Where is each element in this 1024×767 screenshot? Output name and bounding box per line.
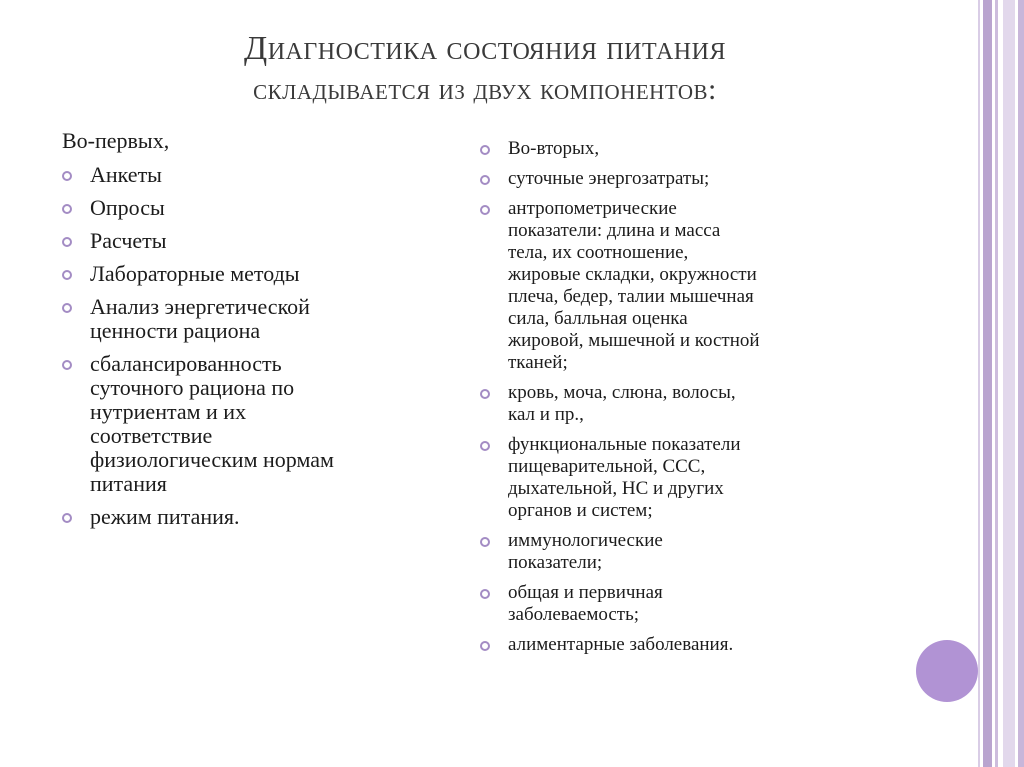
list-item-label: сбалансированность суточного рациона по нутриентам и их соответствие физиологическим нормам питания [90,351,334,496]
bullet-icon [480,205,490,215]
left-heading [62,129,442,153]
bullet-icon [62,303,72,313]
list-item [480,434,880,522]
list-item-label: общая и первичная заболеваемость; [508,582,663,625]
bullet-icon [480,641,490,651]
list-item-label: иммунологические показатели; [508,530,663,573]
left-list [62,129,442,529]
list-item-label: кровь, моча, слюна, волосы, кал и пр., [508,382,736,425]
decorative-stripe [995,0,998,767]
bullet-icon [62,270,72,280]
bullet-icon [480,441,490,451]
decorative-stripe [1003,0,1015,767]
list-item [480,168,880,190]
bullet-icon [480,175,490,185]
right-list [480,138,880,656]
list-item [62,295,442,343]
list-item [480,198,880,374]
list-item-label: Расчеты [90,228,167,253]
bullet-icon [62,237,72,247]
list-item-label: суточные энергозатраты; [508,168,710,189]
list-item [480,382,880,426]
bullet-icon [62,513,72,523]
list-item-label: Лабораторные методы [90,261,300,286]
list-item-label: Во-вторых, [508,138,600,159]
decorative-circle [916,640,978,702]
list-item [62,163,442,187]
decorative-stripe [983,0,992,767]
left-column [62,129,442,538]
bullet-icon [480,145,490,155]
list-item [480,634,880,656]
slide-title-line-1: Диагностика состояния питания [244,30,726,67]
slide-title-line-2: складывается из двух компонентов: [253,73,717,106]
list-item [62,262,442,286]
list-item [62,352,442,496]
decorative-stripe [978,0,980,767]
left-heading-label: Во-первых, [62,128,170,153]
bullet-icon [480,389,490,399]
bullet-icon [62,360,72,370]
list-item-label: алиментарные заболевания. [508,634,734,655]
list-item [62,196,442,220]
list-item [480,138,880,160]
list-item-label: Опросы [90,195,165,220]
bullet-icon [480,537,490,547]
bullet-icon [62,204,72,214]
slide-title [120,28,850,110]
list-item [62,229,442,253]
list-item-label: функциональные показатели пищеварительной, ССС, дыхательной, НС и других органов и систем; [508,434,741,521]
list-item-label: Анализ энергетической ценности рациона [90,294,310,343]
list-item [480,582,880,626]
list-item [480,530,880,574]
list-item-label: антропометрические показатели: длина и масса тела, их соотношение, жировые складки, окружности плеча, бедер, талии мышечная сила, балльная оценка жировой, мышечной и костной тканей; [508,198,760,373]
list-item-label: Анкеты [90,162,162,187]
bullet-icon [62,171,72,181]
right-column [480,138,880,664]
list-item-label: режим питания. [90,504,240,529]
list-item [62,505,442,529]
bullet-icon [480,589,490,599]
decorative-stripe [1018,0,1024,767]
